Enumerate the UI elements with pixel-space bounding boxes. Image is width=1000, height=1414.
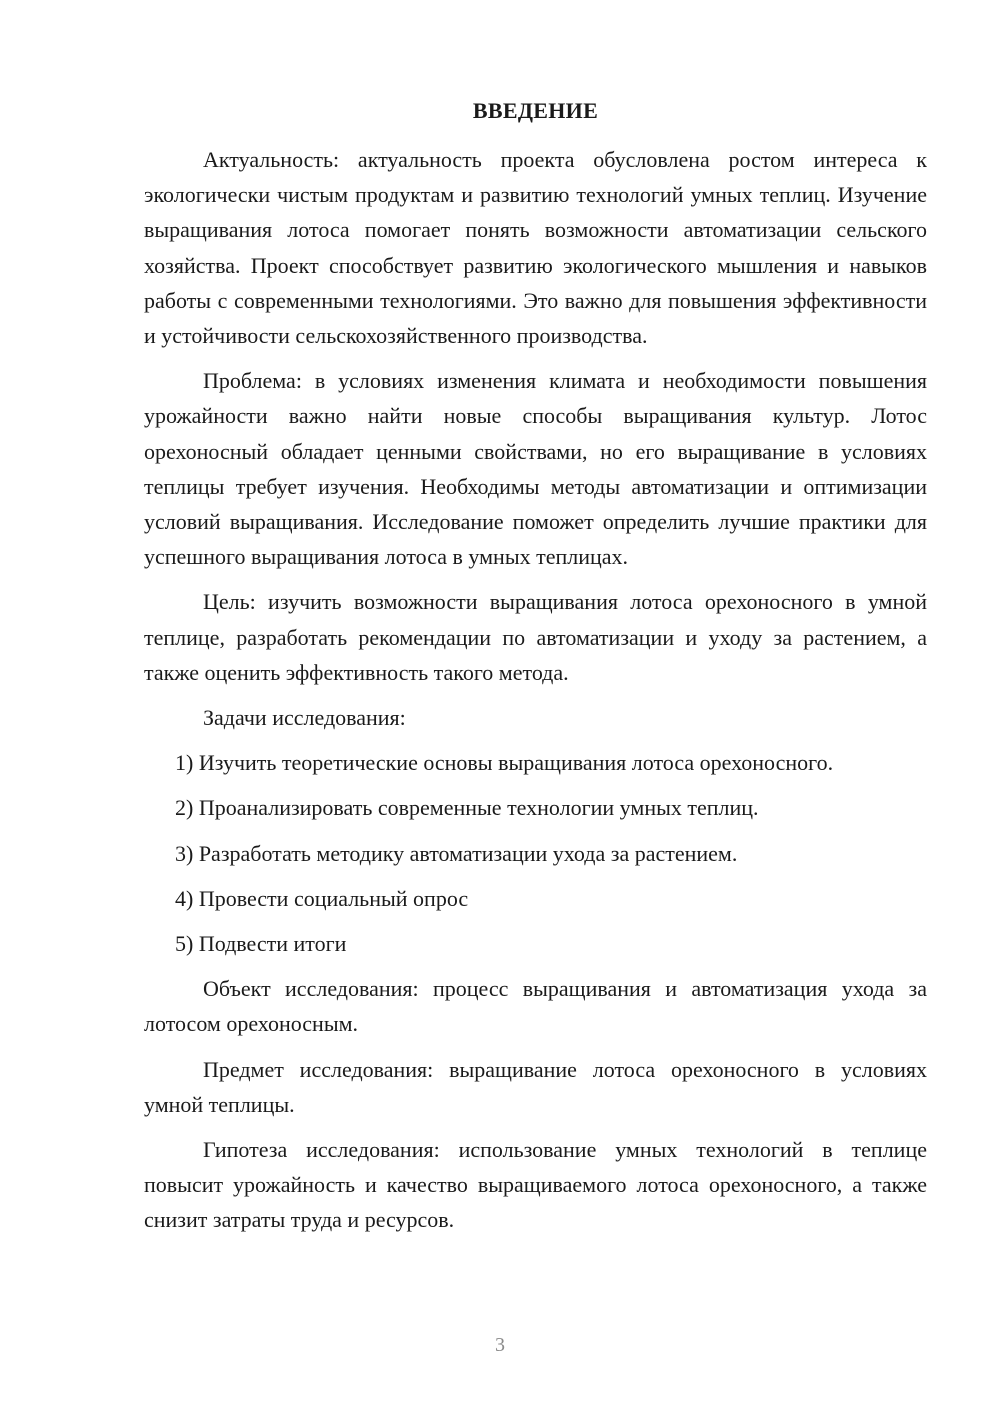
task-item-5: 5) Подвести итоги <box>175 931 347 957</box>
object-paragraph: Объект исследования: процесс выращивания и автоматизация ухода за лотосом орехоносным. <box>144 976 927 1037</box>
goal-paragraph: Цель: изучить возможности выращивания лотоса орехоносного в умной теплице, разработать рекомендации по автоматизации и уходу за растением, а также оценить эффективность такого метода. <box>144 589 927 685</box>
subject-paragraph: Предмет исследования: выращивание лотоса орехоносного в условиях умной теплицы. <box>144 1056 927 1117</box>
page-number: 3 <box>495 1334 505 1356</box>
document-page <box>144 94 927 1248</box>
relevance-paragraph: Актуальность: актуальность проекта обусловлена ростом интереса к экологически чистым продуктам и развитию технологий умных теплиц. Изучение выращивания лотоса помогает понять возможности автоматизации сельского хозяйства. Проект способствует развитию экологического мышления и навыков работы с современными технологиями. Это важно для повышения эффективности и устойчивости сельскохозяйственного производства. <box>144 147 927 349</box>
task-item-4: 4) Провести социальный опрос <box>175 885 469 911</box>
task-item-2: 2) Проанализировать современные технологии умных теплиц. <box>175 795 759 821</box>
tasks-list <box>144 745 927 961</box>
tasks-heading: Задачи исследования: <box>203 705 406 731</box>
hypothesis-paragraph: Гипотеза исследования: использование умных технологий в теплице повысит урожайность и качество выращиваемого лотоса орехоносного, а также снизит затраты труда и ресурсов. <box>144 1137 927 1233</box>
task-item-3: 3) Разработать методику автоматизации ухода за растением. <box>175 840 738 866</box>
task-item-1: 1) Изучить теоретические основы выращивания лотоса орехоносного. <box>175 750 834 776</box>
section-title: ВВЕДЕНИЕ <box>472 98 599 123</box>
problem-paragraph: Проблема: в условиях изменения климата и необходимости повышения урожайности важно найти новые способы выращивания культур. Лотос орехоносный обладает ценными свойствами, но его выращивание в условиях теплицы требует изучения. Необходимы методы автоматизации и оптимизации условий выращивания. Исследование поможет определить лучшие практики для успешного выращивания лотоса в умных теплицах. <box>144 368 927 570</box>
